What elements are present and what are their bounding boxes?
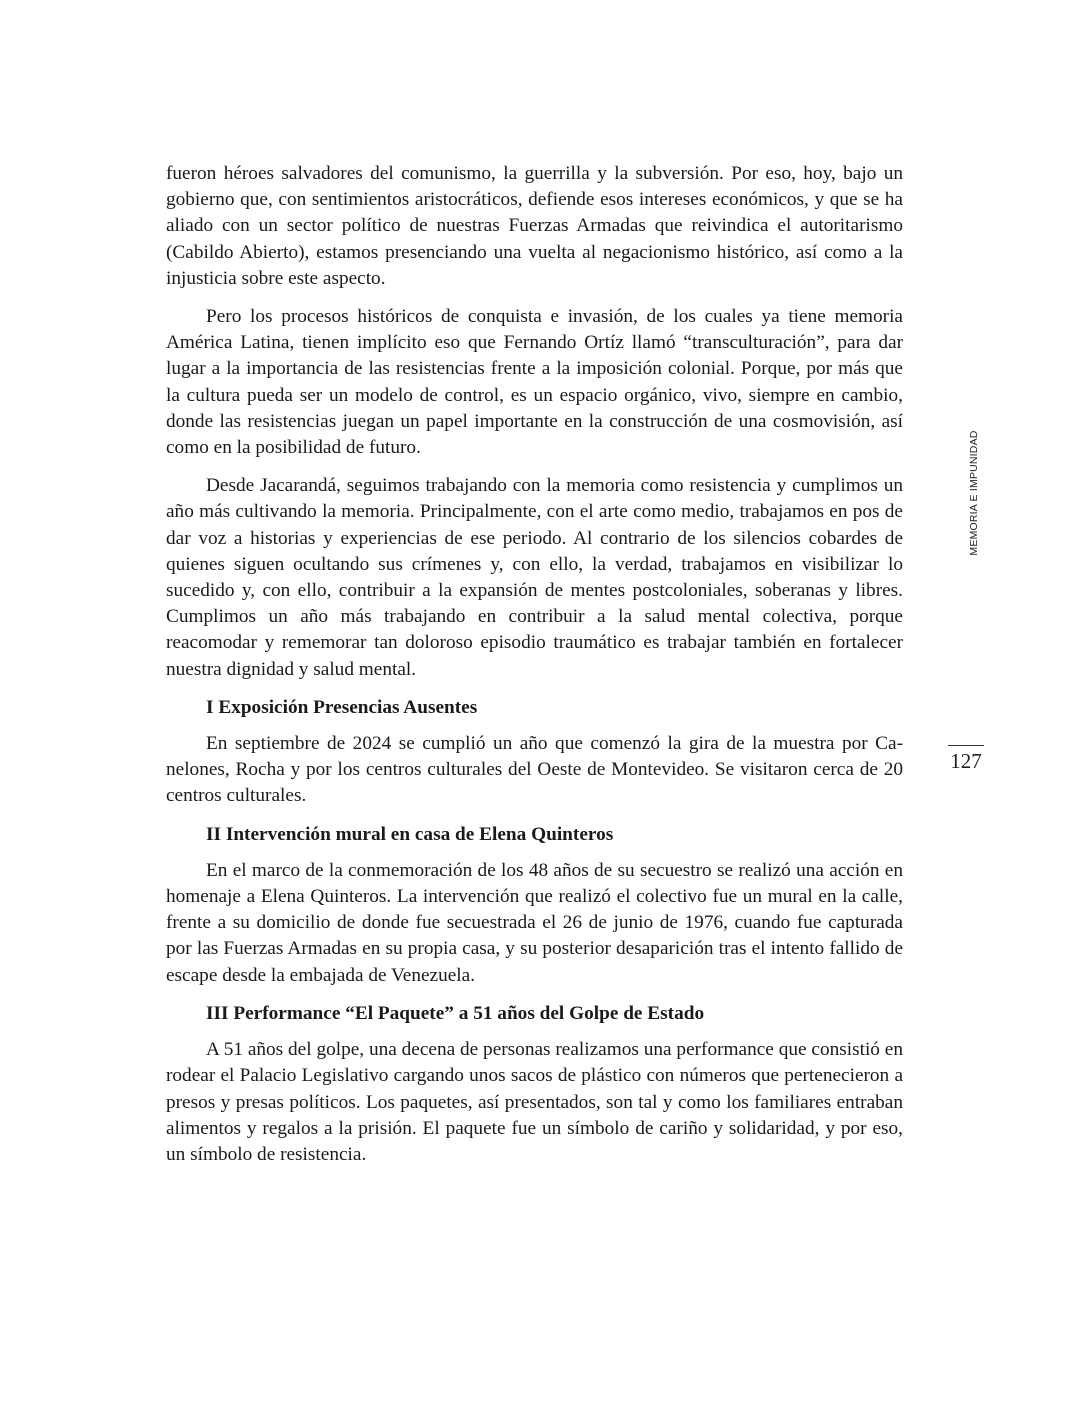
paragraph-mural: En el marco de la conmemoración de los 48 años de su secuestro se realizó una acción en homenaje a Elena Quinteros. La intervención que realizó el colectivo fue un mural en la calle, frente a su domicilio de donde fue secuestrada el 26 de junio de 1976, cuando fue capturada por las Fuerzas Armadas en su propia casa, y su posterior desaparición tras el intento fallido de escape desde la embajada de Venezuela. — [166, 859, 903, 986]
paragraph-exposicion: En septiembre de 2024 se cumplió un año que comenzó la gira de la muestra por Canelones, Rocha y por los centros culturales del Oeste de Montevideo. Se visitaron cerca de 20 centros culturales. — [166, 733, 903, 807]
paragraph-continuation: fueron héroes salvadores del comunismo, la guerrilla y la subversión. Por eso, hoy, bajo un gobierno que, con sentimientos aristocráticos, defiende esos intereses económicos, y que se ha aliado con un sector político de nuestras Fuerzas Armadas que reivindica el autoritarismo (Cabildo Abierto), estamos presenciando una vuelta al negacionismo histórico, así como a la injusticia sobre este aspecto. — [166, 163, 903, 289]
running-header-vertical — [967, 418, 980, 568]
paragraph-performance: A 51 años del golpe, una decena de personas realizamos una performance que consistió en rodear el Palacio Legislativo cargando unos sacos de plástico con números que pertenecieron a presos y presas políticos. Los paquetes, así presentados, son tal y como los familiares entraban alimentos y regalos a la prisión. El paquete fue un símbolo de cariño y solidaridad, y por eso, un símbolo de resistencia. — [166, 1039, 903, 1165]
page-body — [166, 161, 903, 1180]
section-heading-performance: III Performance “El Paquete” a 51 años del Golpe de Estado — [206, 1002, 705, 1024]
paragraph-jacaranda: Desde Jacarandá, seguimos trabajando con la memoria como resistencia y cumplimos un año más cultivando la memoria. Principalmente, con el arte como medio, trabajamos en pos de dar voz a historias y experiencias de ese periodo. Al contrario de los silencios cobardes de quienes siguen ocultando sus crímenes y, con ello, la verdad, trabajamos en visibilizar lo sucedido y, con ello, contribuir a la expansión de mentes postcoloniales, soberanas y libres. Cumplimos un año más trabajando en contribuir a la salud mental colectiva, porque reacomodar y rememorar tan doloroso episodio traumático es trabajar también en fortalecer nuestra dignidad y salud mental. — [166, 475, 903, 680]
running-header-text: MEMORIA E IMPUNIDAD — [967, 430, 980, 556]
section-heading-exposicion: I Exposición Presencias Ausentes — [206, 696, 478, 718]
page-number: 127 — [948, 745, 984, 773]
paragraph-transculturation: Pero los procesos históricos de conquista e invasión, de los cuales ya tiene memoria América Latina, tienen implícito eso que Fernando Ortíz llamó “transculturación”, para dar lugar a la importancia de las resistencias frente a la imposición colonial. Porque, por más que la cultura pueda ser un modelo de control, es un espacio orgánico, vivo, siempre en cambio, donde las resistencias juegan un papel importante en la construcción de una cosmovisión, así como en la posibilidad de futuro. — [166, 306, 903, 459]
section-heading-mural: II Intervención mural en casa de Elena Quinteros — [206, 823, 614, 845]
